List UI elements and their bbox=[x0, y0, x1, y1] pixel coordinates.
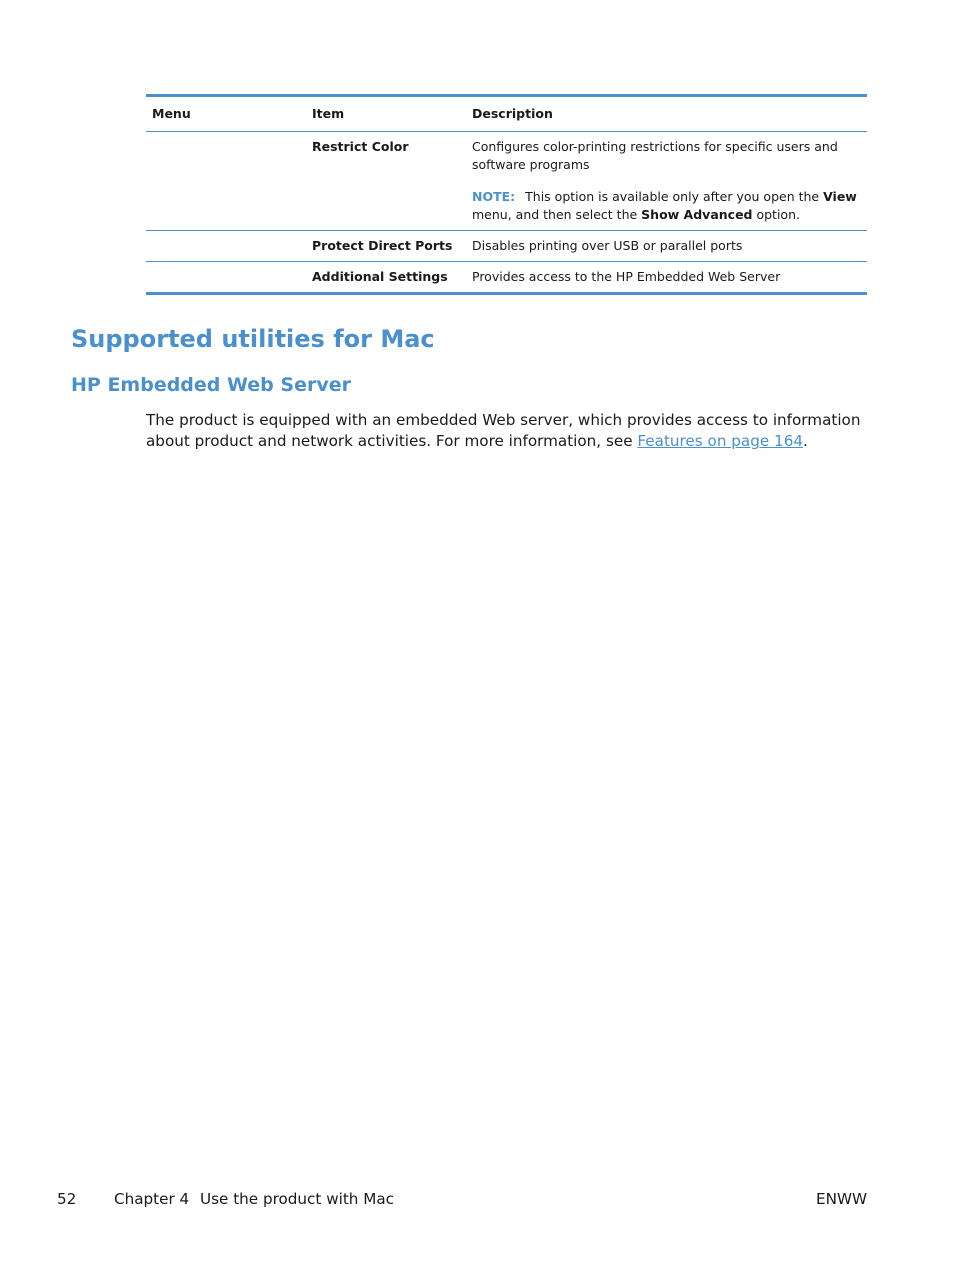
cell-item: Protect Direct Ports bbox=[306, 231, 466, 262]
table-row bbox=[146, 231, 867, 262]
paragraph-end: . bbox=[803, 432, 808, 450]
header-menu: Menu bbox=[146, 96, 306, 132]
menu-table bbox=[146, 94, 867, 295]
cell-description bbox=[466, 132, 867, 231]
footer-chapter-title: Use the product with Mac bbox=[200, 1190, 395, 1208]
body-paragraph bbox=[146, 410, 864, 452]
table-row bbox=[146, 262, 867, 294]
footer-page-number: 52 bbox=[57, 1190, 77, 1208]
cell-menu bbox=[146, 132, 306, 231]
cell-description: Provides access to the HP Embedded Web Server bbox=[466, 262, 867, 294]
header-item: Item bbox=[306, 96, 466, 132]
cell-menu bbox=[146, 262, 306, 294]
note-text-2: menu, and then select the bbox=[472, 207, 642, 222]
note-bold-view: View bbox=[823, 189, 857, 204]
table-header-row bbox=[146, 96, 867, 132]
cell-item: Restrict Color bbox=[306, 132, 466, 231]
section-heading: Supported utilities for Mac bbox=[71, 325, 435, 353]
note-text-1: This option is available only after you open the bbox=[525, 189, 824, 204]
table-header bbox=[146, 96, 867, 132]
cell-item: Additional Settings bbox=[306, 262, 466, 294]
table-row bbox=[146, 132, 867, 231]
description-text: Configures color-printing restrictions for specific users and software programs bbox=[472, 139, 838, 172]
note-bold-show-advanced: Show Advanced bbox=[641, 207, 753, 222]
footer-chapter: Chapter 4 bbox=[114, 1190, 190, 1208]
table-body bbox=[146, 132, 867, 294]
note-label: NOTE: bbox=[472, 189, 516, 204]
header-description: Description bbox=[466, 96, 867, 132]
cell-description: Disables printing over USB or parallel ports bbox=[466, 231, 867, 262]
section-subheading: HP Embedded Web Server bbox=[71, 374, 351, 396]
note-block bbox=[472, 188, 861, 224]
cell-menu bbox=[146, 231, 306, 262]
footer-doc-id: ENWW bbox=[816, 1190, 867, 1208]
note-text-3: option. bbox=[752, 207, 800, 222]
features-link[interactable]: Features on page 164 bbox=[637, 432, 804, 450]
paragraph-text: The product is equipped with an embedded Web server, which provides access to information about product and network activities. For more information, see bbox=[146, 411, 861, 450]
